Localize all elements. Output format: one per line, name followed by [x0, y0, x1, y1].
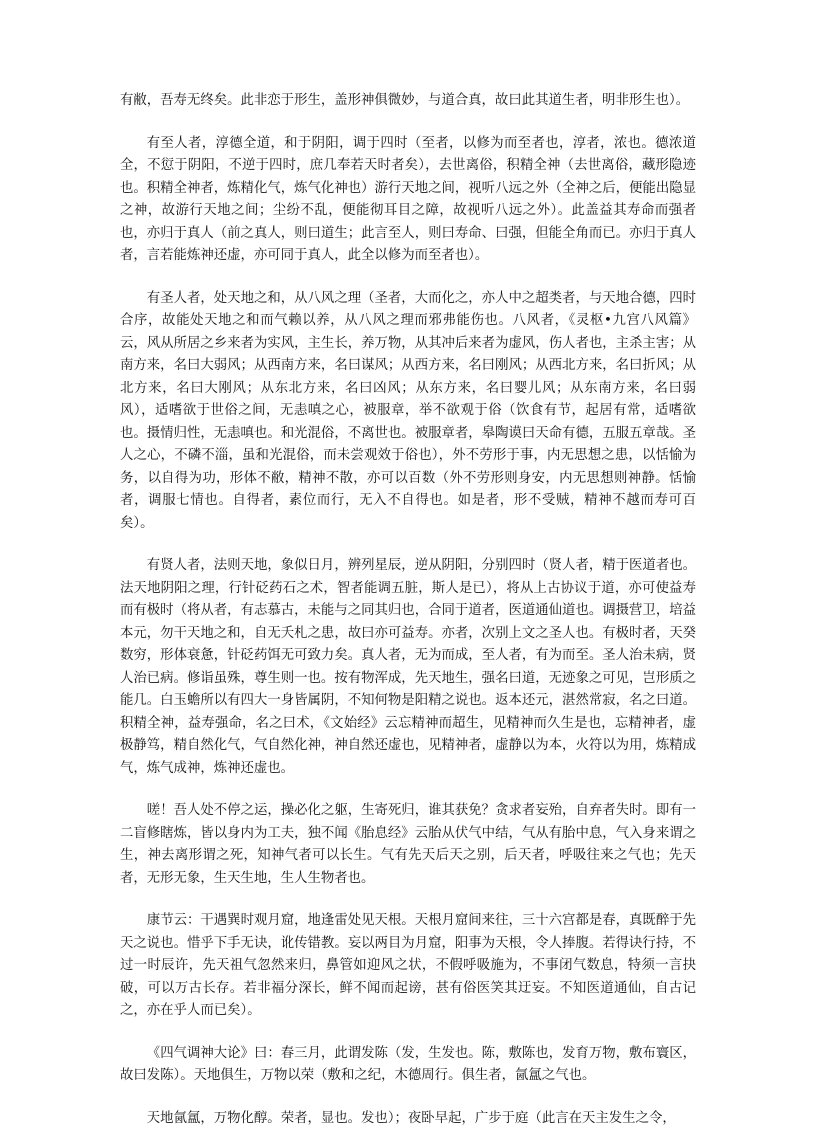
- paragraph-4: 有贤人者，法则天地，象似日月，辨列星辰，逆从阴阳，分别四时（贤人者，精于医道者也。法天地阴阳之理，行针砭药石之术，智者能调五脏，斯人是已），将从上古协议于道，亦可使益寿而有极时（将从者，有志慕古，未能与之同其归也，合同于道者，医道通仙道也。调摄营卫，培益本元，勿干天地之和，自无夭札之患，故曰亦可益寿。亦者，次别上文之圣人也。有极时者，天癸数穷，形体衰惫，针砭药饵无可致力矣。真人者，无为而成，至人者，有为而至。圣人治未病，贤人治已病。修诣虽殊，尊生则一也。按有物浑成，先天地生，强名曰道，无迹象之可见，岂形质之能几。白玉蟾所以有四大一身皆属阴，不知何物是阳精之说也。返本还元，湛然常寂，名之曰道。积精全神，益寿强命，名之曰术，《文始经》云忘精神而超生，见精神而久生是也，忘精神者，虚极静笃，精自然化气，气自然化神，神自然还虚也，见精神者，虚静以为本，火符以为用，炼精成气，炼气成神，炼神还虚也。: [120, 555, 696, 780]
- paragraph-6: 康节云：干遇巽时观月窟，地逢雷处见天根。天根月窟间来往，三十六宫都是春，真既醉于先天之说也。惜乎下手无诀，讹传错教。妄以两目为月窟，阳事为天根，令人捧腹。若得诀行持，不过一时辰许，先天祖气忽然来归，鼻管如迎风之状，不假呼吸施为，不事闭气数息，特须一言抉破，可以万古长存。若非福分深长，鲜不闻而起谤，甚有俗医笑其迂妄。不知医道通仙，自古记之，亦在乎人而已矣）。: [120, 910, 696, 1023]
- paragraph-7: 《四气调神大论》曰：春三月，此谓发陈（发，生发也。陈，敷陈也，发育万物，敷布寰区，故曰发陈）。天地俱生，万物以荣（敷和之纪，木德周行。俱生者，氤氲之气也。: [120, 1043, 696, 1088]
- paragraph-8: 天地氤氲，万物化醇。荣者，显也。发也）；夜卧早起，广步于庭（此言在天主发生之令，: [120, 1108, 696, 1130]
- paragraph-5: 嗟！吾人处不停之运，操必化之躯，生寄死归，谁其获免？贪求者妄殆，自弃者失时。即有一二盲修瞎炼，皆以身内为工夫，独不闻《胎息经》云胎从伏气中结，气从有胎中息，气入身来谓之生，神去离形谓之死，知神气者可以长生。气有先天后天之别，后天者，呼吸往来之气也；先天者，无形无象，生天生地，生人生物者也。: [120, 800, 696, 890]
- paragraph-2: 有至人者，淳德全道，和于阴阳，调于四时（至者，以修为而至者也，淳者，浓也。德浓道全，不愆于阴阳，不逆于四时，庶几奉若天时者矣），去世离俗，积精全神（去世离俗，藏形隐迹也。积精全神者，炼精化气，炼气化神也）游行天地之间，视听八远之外（全神之后，便能出隐显之神，故游行天地之间；尘纷不乱，便能彻耳目之障，故视听八远之外）。此盖益其寿命而强者也，亦归于真人（前之真人，则曰道生；此言至人，则曰寿命、曰强，但能全角而已。亦归于真人者，言若能炼神还虚，亦可同于真人，此全以修为而至者也）。: [120, 133, 696, 268]
- paragraph-1: 有敝，吾寿无终矣。此非恋于形生，盖形神俱微妙，与道合真，故曰此其道生者，明非形生也）。: [120, 90, 696, 113]
- paragraph-3: 有圣人者，处天地之和，从八风之理（圣者，大而化之，亦人中之超类者，与天地合德，四时合序，故能处天地之和而气赖以养，从八风之理而邪弗能伤也。八风者，《灵枢•九宫八风篇》云，风从所居之乡来者为实风，主生长，养万物，从其冲后来者为虚风，伤人者也，主杀主害；从南方来，名曰大弱风；从西南方来，名曰谋风；从西方来，名曰刚风；从西北方来，名曰折风；从北方来，名曰大刚风；从东北方来，名曰凶风；从东方来，名曰婴儿风；从东南方来，名曰弱风），适嗜欲于世俗之间，无恚嗔之心，被服章，举不欲观于俗（饮食有节，起居有常，适嗜欲也。摄情归性，无恚嗔也。和光混俗，不离世也。被服章者，皋陶谟曰天命有德，五服五章哉。圣人之心，不磷不淄，虽和光混俗，而未尝观效于俗也），外不劳形于事，内无思想之患，以恬愉为务，以自得为功，形体不敝，精神不散，亦可以百数（外不劳形则身安，内无思想则神静。恬愉者，调服七情也。自得者，素位而行，无入不自得也。如是者，形不受贼，精神不越而寿可百矣）。: [120, 288, 696, 536]
